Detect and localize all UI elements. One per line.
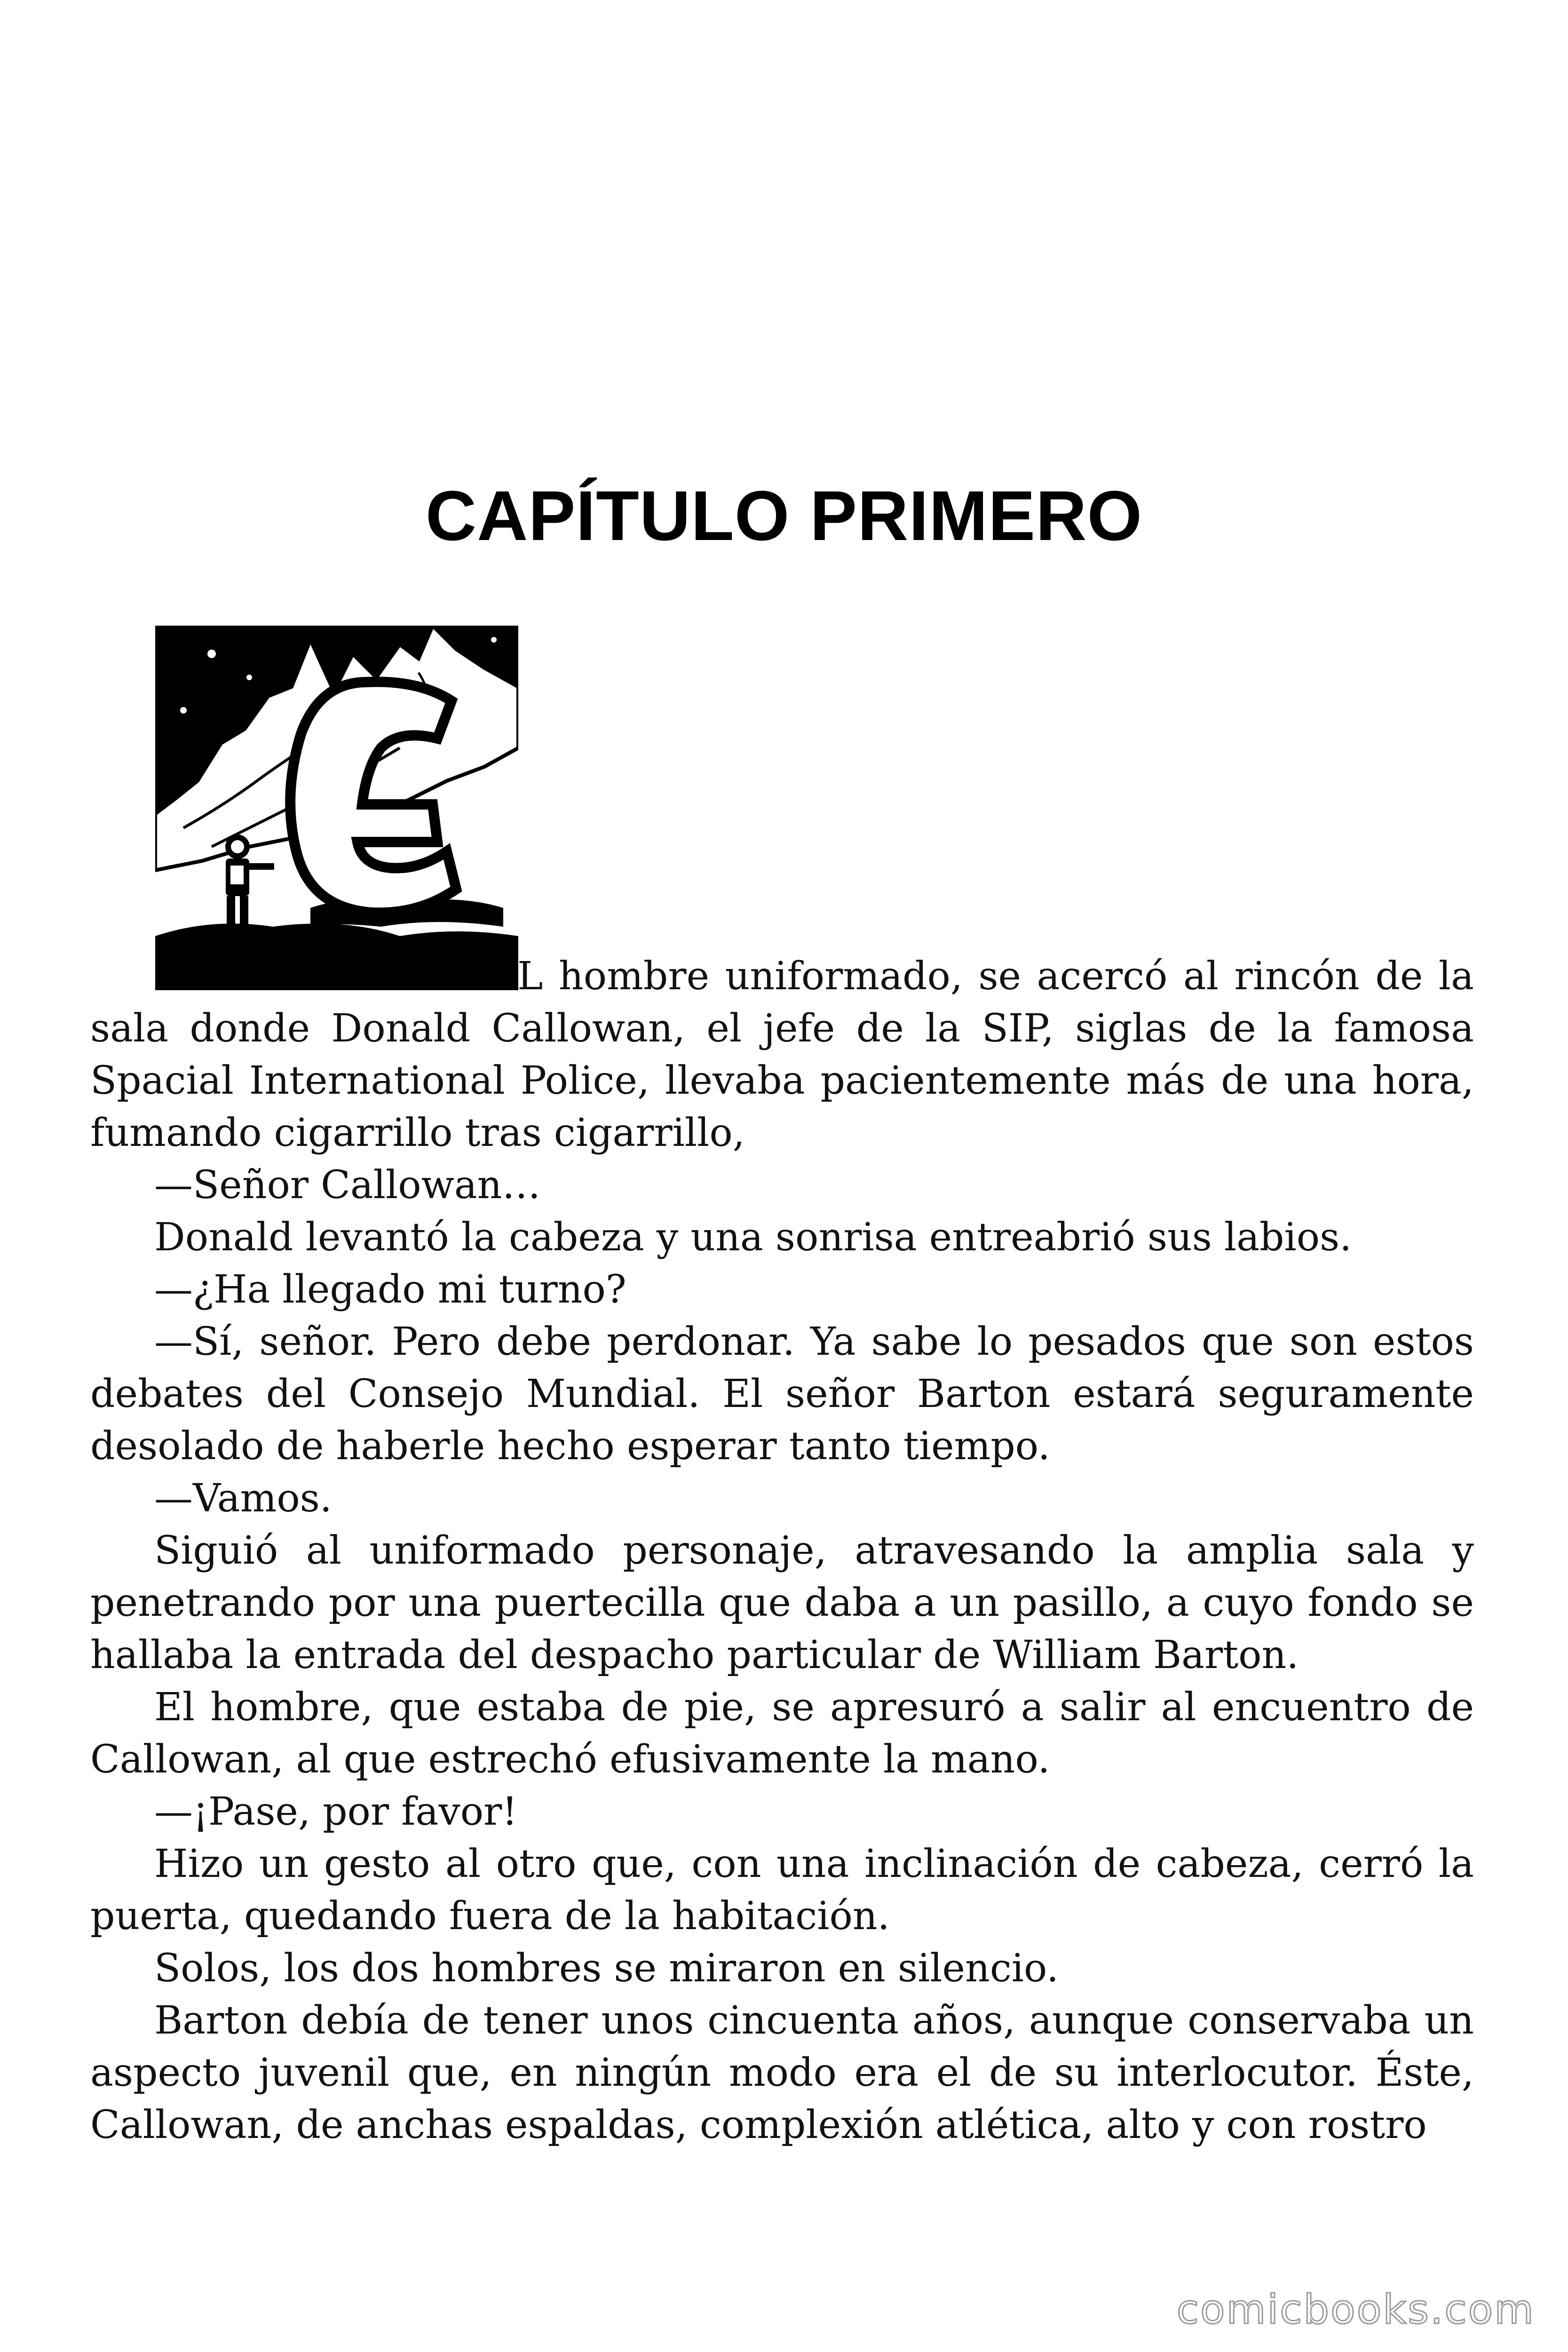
- dropcap-illustration: [155, 626, 518, 990]
- paragraph: Solos, los dos hombres se miraron en silencio.: [154, 1946, 1059, 1991]
- chapter-title: CAPÍTULO PRIMERO: [425, 476, 1143, 555]
- body-text: [90, 1002, 1474, 2151]
- first-line-text: L hombre uniformado, se acercó al rincón de la: [517, 954, 1474, 999]
- paragraph: —Vamos.: [154, 1476, 332, 1521]
- paragraph: Hizo un gesto al otro que, con una inclinación de cabeza, cerró la puerta, quedando fuera de la habitación.: [90, 1842, 1474, 1939]
- watermark: comicbooks.com: [1176, 2286, 1535, 2333]
- paragraph: —Señor Callowan…: [154, 1163, 541, 1208]
- paragraph: —¡Pase, por favor!: [154, 1789, 518, 1834]
- paragraph: —Sí, señor. Pero debe perdonar. Ya sabe lo pesados que son estos debates del Consejo Mundial. El señor Barton estará seguramente desolado de haberle hecho esperar tanto tiempo.: [90, 1319, 1474, 1469]
- paragraph: Barton debía de tener unos cincuenta años, aunque conservaba un aspecto juvenil que, en ningún modo era el de su interlocutor. Éste, Callowan, de anchas espaldas, complexión atlética, alto y con rostro: [90, 1998, 1474, 2147]
- paragraph: sala donde Donald Callowan, el jefe de la SIP, siglas de la famosa Spacial International Police, llevaba pacientemente más de una hora, fumando cigarrillo tras cigarrillo,: [90, 1006, 1474, 1155]
- paragraph: El hombre, que estaba de pie, se apresuró a salir al encuentro de Callowan, al que estrechó efusivamente la mano.: [90, 1685, 1474, 1782]
- paragraph: Siguió al uniformado personaje, atravesando la amplia sala y penetrando por una puertecilla que daba a un pasillo, a cuyo fondo se hallaba la entrada del despacho particular de William Barton.: [90, 1528, 1474, 1677]
- paragraph: —¿Ha llegado mi turno?: [154, 1267, 626, 1312]
- paragraph: Donald levantó la cabeza y una sonrisa entreabrió sus labios.: [154, 1215, 1352, 1260]
